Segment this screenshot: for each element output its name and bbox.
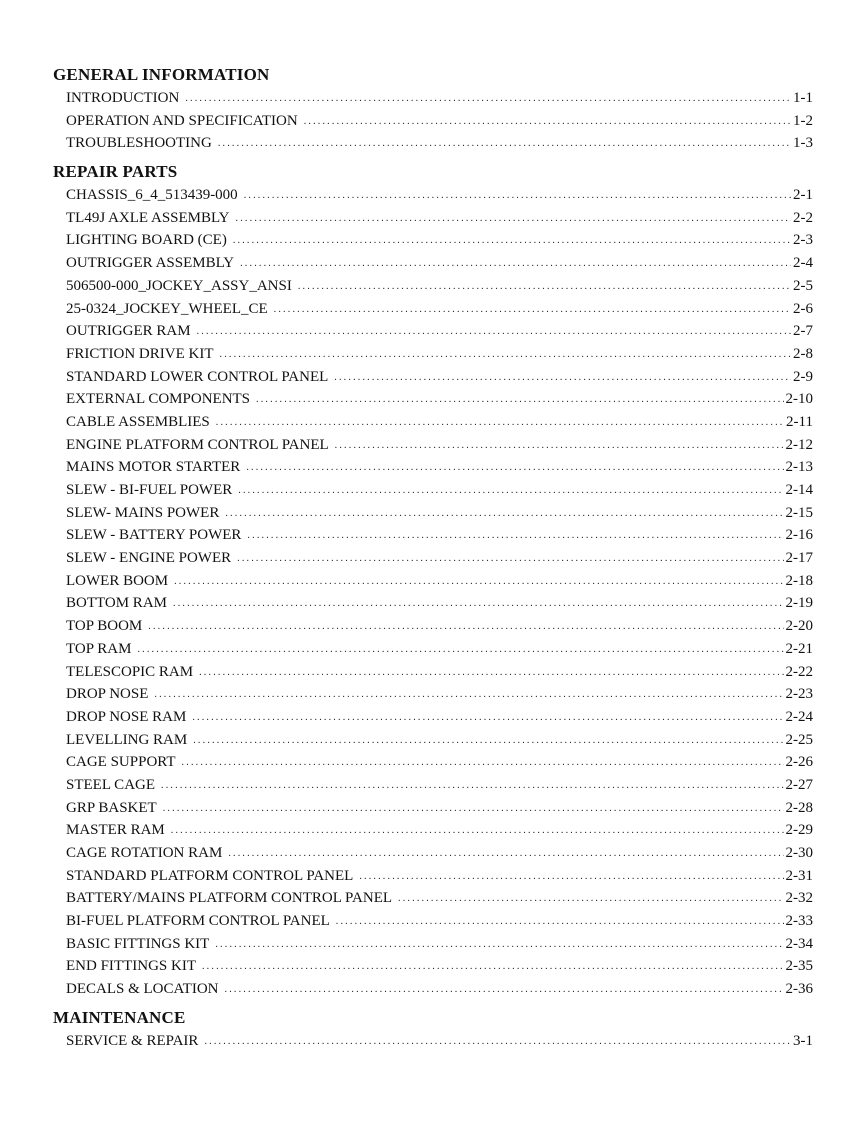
entry-label: FRICTION DRIVE KIT — [66, 345, 214, 362]
entry-label: INTRODUCTION — [66, 90, 180, 106]
toc-entry[interactable] — [53, 819, 813, 842]
dot-leader — [215, 934, 783, 957]
entry-page-number: 2-27 — [785, 776, 813, 793]
entry-page-number: 3-1 — [793, 1032, 813, 1049]
toc-entry[interactable] — [53, 729, 813, 752]
dot-leader — [244, 185, 791, 208]
dot-leader — [236, 208, 791, 231]
entry-page-number: 2-29 — [785, 822, 813, 839]
toc-entry[interactable] — [53, 229, 813, 252]
toc-entry[interactable] — [53, 388, 813, 411]
dot-leader — [336, 911, 784, 934]
dot-leader — [137, 639, 783, 662]
entry-page-number: 2-19 — [785, 595, 813, 612]
entry-label: 506500-000_JOCKEY_ASSY_ANSI — [66, 277, 292, 294]
toc-entry[interactable] — [53, 751, 813, 774]
toc-entry[interactable] — [53, 887, 813, 910]
dot-leader — [304, 111, 791, 134]
toc-entry[interactable] — [53, 706, 813, 729]
toc-entry[interactable] — [53, 411, 813, 434]
section-title: MAINTENANCE — [53, 1007, 186, 1027]
toc-entry[interactable] — [53, 479, 813, 502]
toc-entry[interactable] — [53, 592, 813, 615]
toc-entry[interactable] — [53, 343, 813, 366]
entry-label: ENGINE PLATFORM CONTROL PANEL — [66, 436, 329, 453]
toc-entry[interactable] — [53, 298, 813, 321]
entry-page-number: 1-3 — [793, 135, 813, 152]
toc-section — [53, 1007, 813, 1053]
toc-entry[interactable] — [53, 366, 813, 389]
entry-label: SLEW - BI-FUEL POWER — [66, 482, 233, 498]
toc-entry[interactable] — [53, 275, 813, 298]
toc-entry[interactable] — [53, 797, 813, 820]
entry-page-number: 2-21 — [785, 640, 813, 657]
entry-label: LOWER BOOM — [66, 572, 169, 589]
dot-leader — [247, 525, 783, 548]
entry-label: SLEW- MAINS POWER — [66, 504, 220, 521]
dot-leader — [216, 412, 784, 435]
dot-leader — [220, 344, 792, 367]
entry-label: MASTER RAM — [66, 822, 165, 839]
entry-page-number: 2-35 — [785, 958, 813, 975]
entry-page-number: 2-4 — [793, 255, 813, 272]
dot-leader — [192, 707, 783, 730]
entry-label: CAGE SUPPORT — [66, 754, 176, 771]
dot-leader — [334, 367, 791, 390]
entry-label: STEEL CAGE — [66, 776, 156, 793]
toc-entry[interactable] — [53, 456, 813, 479]
entry-page-number: 1-1 — [793, 90, 813, 106]
entry-label: DECALS & LOCATION — [66, 981, 219, 998]
entry-page-number: 2-12 — [785, 436, 813, 453]
toc-entry[interactable] — [53, 570, 813, 593]
entry-label: TROUBLESHOOTING — [66, 135, 212, 152]
dot-leader — [171, 820, 784, 843]
entry-page-number: 2-20 — [785, 618, 813, 635]
entry-page-number: 2-25 — [785, 731, 813, 748]
entry-page-number: 2-7 — [793, 323, 813, 340]
entry-page-number: 2-8 — [793, 345, 813, 362]
dot-leader — [163, 798, 784, 821]
dot-leader — [238, 480, 783, 503]
entry-label: BOTTOM RAM — [66, 595, 167, 612]
toc-entry[interactable] — [53, 132, 813, 155]
dot-leader — [246, 457, 783, 480]
entry-label: TOP BOOM — [66, 618, 143, 635]
entry-label: TL49J AXLE ASSEMBLY — [66, 209, 230, 226]
toc-entry[interactable] — [53, 320, 813, 343]
entry-label: TOP RAM — [66, 640, 132, 657]
entry-page-number: 2-30 — [785, 845, 813, 861]
entry-label: STANDARD PLATFORM CONTROL PANEL — [66, 867, 354, 884]
entry-page-number: 2-1 — [793, 187, 813, 204]
entry-page-number: 2-34 — [785, 935, 813, 952]
toc-entry[interactable] — [53, 434, 813, 457]
section-title: GENERAL INFORMATION — [53, 65, 270, 84]
toc-entry[interactable] — [53, 955, 813, 978]
toc-entry[interactable] — [53, 910, 813, 933]
entry-label: EXTERNAL COMPONENTS — [66, 391, 251, 408]
entry-page-number: 2-10 — [785, 391, 813, 408]
dot-leader — [225, 979, 784, 1002]
toc-entry[interactable] — [53, 252, 813, 275]
entry-page-number: 2-18 — [785, 572, 813, 589]
toc-entry[interactable] — [53, 638, 813, 661]
toc-entry[interactable] — [53, 615, 813, 638]
entry-page-number: 2-15 — [785, 504, 813, 521]
entry-page-number: 2-32 — [785, 890, 813, 907]
toc-entry[interactable] — [53, 207, 813, 230]
toc-entry[interactable] — [53, 933, 813, 956]
entry-label: OUTRIGGER RAM — [66, 323, 191, 340]
toc-entry[interactable] — [53, 865, 813, 888]
entry-page-number: 2-24 — [785, 708, 813, 725]
entry-label: SLEW - BATTERY POWER — [66, 527, 242, 544]
toc-entry[interactable] — [53, 774, 813, 797]
entry-label: OPERATION AND SPECIFICATION — [66, 112, 298, 129]
entry-page-number: 2-36 — [785, 981, 813, 998]
entry-page-number: 2-13 — [785, 459, 813, 476]
dot-leader — [274, 299, 791, 322]
toc-entry[interactable] — [53, 502, 813, 525]
toc-section — [53, 64, 813, 155]
toc-entry[interactable] — [53, 524, 813, 547]
toc-entry[interactable] — [53, 184, 813, 207]
entry-label: LEVELLING RAM — [66, 731, 188, 748]
toc-entry[interactable] — [53, 1030, 813, 1053]
entry-page-number: 2-31 — [785, 867, 813, 884]
entry-label: END FITTINGS KIT — [66, 958, 196, 975]
entry-page-number: 2-33 — [785, 913, 813, 930]
dot-leader — [173, 593, 784, 616]
dot-leader — [335, 435, 784, 458]
entry-label: SERVICE & REPAIR — [66, 1032, 199, 1049]
entry-label: STANDARD LOWER CONTROL PANEL — [66, 368, 329, 385]
dot-leader — [148, 616, 783, 639]
dot-leader — [228, 843, 783, 866]
toc-entry[interactable] — [53, 110, 813, 133]
entry-label: 25-0324_JOCKEY_WHEEL_CE — [66, 300, 268, 317]
dot-leader — [154, 684, 783, 707]
entry-page-number: 2-6 — [793, 300, 813, 317]
toc-entry[interactable] — [53, 842, 813, 865]
entry-page-number: 1-2 — [793, 112, 813, 129]
entry-page-number: 2-28 — [785, 799, 813, 816]
entry-label: GRP BASKET — [66, 799, 157, 816]
entry-label: LIGHTING BOARD (CE) — [66, 232, 227, 249]
dot-leader — [398, 888, 783, 911]
entry-label: CHASSIS_6_4_513439-000 — [66, 187, 238, 204]
dot-leader — [256, 389, 783, 412]
entry-page-number: 2-14 — [785, 482, 813, 498]
dot-leader — [233, 230, 791, 253]
toc-entry[interactable] — [53, 683, 813, 706]
entry-label: DROP NOSE RAM — [66, 708, 187, 725]
entry-page-number: 2-17 — [785, 550, 813, 567]
toc-entry[interactable] — [53, 87, 813, 110]
entry-page-number: 2-11 — [786, 413, 813, 430]
toc-entry[interactable] — [53, 978, 813, 1001]
dot-leader — [240, 253, 791, 276]
dot-leader — [182, 752, 784, 775]
entry-label: CABLE ASSEMBLIES — [66, 413, 210, 430]
toc-section — [53, 161, 813, 1001]
entry-label: OUTRIGGER ASSEMBLY — [66, 255, 235, 272]
toc-entry[interactable] — [53, 547, 813, 570]
entry-page-number: 2-3 — [793, 232, 813, 249]
entry-label: SLEW - ENGINE POWER — [66, 550, 232, 567]
dot-leader — [218, 133, 791, 156]
dot-leader — [202, 956, 784, 979]
entry-page-number: 2-5 — [793, 277, 813, 294]
dot-leader — [359, 866, 783, 889]
entry-label: BI-FUEL PLATFORM CONTROL PANEL — [66, 913, 330, 930]
entry-page-number: 2-9 — [793, 368, 813, 385]
dot-leader — [199, 662, 783, 685]
entry-page-number: 2-23 — [785, 686, 813, 703]
dot-leader — [225, 503, 783, 526]
entry-label: BATTERY/MAINS PLATFORM CONTROL PANEL — [66, 890, 393, 907]
entry-page-number: 2-16 — [785, 527, 813, 544]
entry-label: DROP NOSE — [66, 686, 149, 703]
dot-leader — [174, 571, 783, 594]
dot-leader — [161, 775, 783, 798]
entry-label: BASIC FITTINGS KIT — [66, 935, 210, 952]
entry-label: TELESCOPIC RAM — [66, 663, 194, 680]
toc-entry[interactable] — [53, 661, 813, 684]
entry-page-number: 2-26 — [785, 754, 813, 771]
entry-page-number: 2-2 — [793, 209, 813, 226]
dot-leader — [204, 1031, 791, 1054]
table-of-contents — [53, 64, 813, 1053]
entry-label: MAINS MOTOR STARTER — [66, 459, 241, 476]
dot-leader — [185, 88, 791, 111]
dot-leader — [197, 321, 791, 344]
dot-leader — [193, 730, 783, 753]
entry-page-number: 2-22 — [785, 663, 813, 680]
entry-label: CAGE ROTATION RAM — [66, 845, 223, 861]
dot-leader — [237, 548, 783, 571]
dot-leader — [298, 276, 791, 299]
section-title: REPAIR PARTS — [53, 162, 178, 182]
